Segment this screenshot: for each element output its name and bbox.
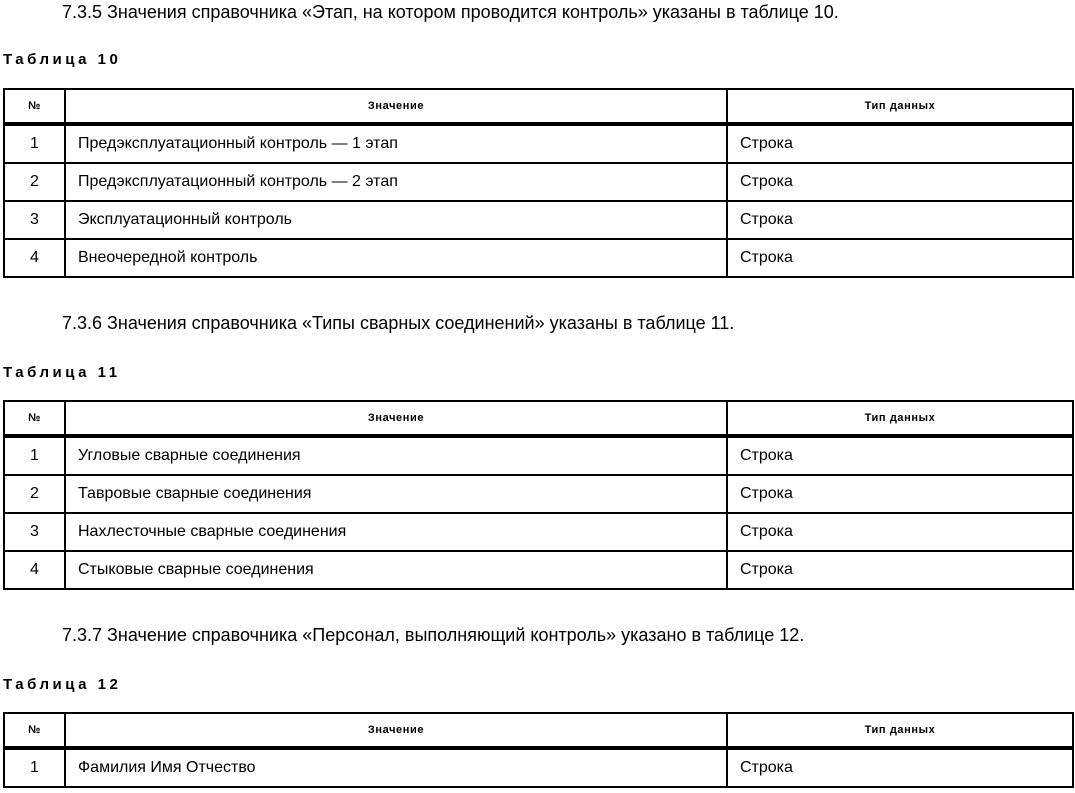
cell-number: 3 (4, 201, 65, 239)
cell-value: Эксплуатационный контроль (65, 201, 727, 239)
cell-number: 2 (4, 475, 65, 513)
table-11-caption: Таблица 11 (3, 364, 121, 381)
cell-data-type: Строка (727, 475, 1073, 513)
cell-data-type: Строка (727, 124, 1073, 163)
header-number: № (4, 89, 65, 124)
cell-value: Предэксплуатационный контроль — 2 этап (65, 163, 727, 201)
cell-value: Стыковые сварные соединения (65, 551, 727, 589)
header-value: Значение (65, 89, 727, 124)
header-number: № (4, 401, 65, 436)
paragraph-7-3-6: 7.3.6 Значения справочника «Типы сварных соединений» указаны в таблице 11. (62, 313, 735, 333)
cell-value: Внеочередной контроль (65, 239, 727, 277)
table-row (4, 239, 1073, 277)
cell-data-type: Строка (727, 163, 1073, 201)
table-11 (3, 400, 1074, 590)
paragraph-7-3-5: 7.3.5 Значения справочника «Этап, на котором проводится контроль» указаны в таблице 10. (62, 2, 839, 22)
table-10-caption: Таблица 10 (3, 51, 122, 68)
cell-data-type: Строка (727, 748, 1073, 787)
cell-value: Фамилия Имя Отчество (65, 748, 727, 787)
table-12 (3, 712, 1074, 788)
table-row (4, 748, 1073, 787)
table-10 (3, 88, 1074, 278)
cell-data-type: Строка (727, 513, 1073, 551)
cell-number: 1 (4, 748, 65, 787)
table-header-row (4, 401, 1073, 436)
table-row (4, 163, 1073, 201)
header-number: № (4, 713, 65, 748)
cell-number: 4 (4, 239, 65, 277)
table-row (4, 551, 1073, 589)
cell-number: 2 (4, 163, 65, 201)
table-header-row (4, 713, 1073, 748)
cell-number: 1 (4, 436, 65, 475)
cell-number: 1 (4, 124, 65, 163)
cell-value: Угловые сварные соединения (65, 436, 727, 475)
table-header-row (4, 89, 1073, 124)
table-12-caption: Таблица 12 (3, 676, 122, 693)
cell-value: Предэксплуатационный контроль — 1 этап (65, 124, 727, 163)
cell-data-type: Строка (727, 201, 1073, 239)
cell-value: Нахлесточные сварные соединения (65, 513, 727, 551)
header-data-type: Тип данных (727, 713, 1073, 748)
cell-data-type: Строка (727, 436, 1073, 475)
header-value: Значение (65, 713, 727, 748)
header-data-type: Тип данных (727, 89, 1073, 124)
header-data-type: Тип данных (727, 401, 1073, 436)
header-value: Значение (65, 401, 727, 436)
cell-number: 3 (4, 513, 65, 551)
table-row (4, 475, 1073, 513)
cell-data-type: Строка (727, 239, 1073, 277)
cell-value: Тавровые сварные соединения (65, 475, 727, 513)
cell-data-type: Строка (727, 551, 1073, 589)
cell-number: 4 (4, 551, 65, 589)
table-row (4, 124, 1073, 163)
table-row (4, 513, 1073, 551)
table-row (4, 201, 1073, 239)
paragraph-7-3-7: 7.3.7 Значение справочника «Персонал, выполняющий контроль» указано в таблице 12. (62, 625, 805, 645)
table-row (4, 436, 1073, 475)
